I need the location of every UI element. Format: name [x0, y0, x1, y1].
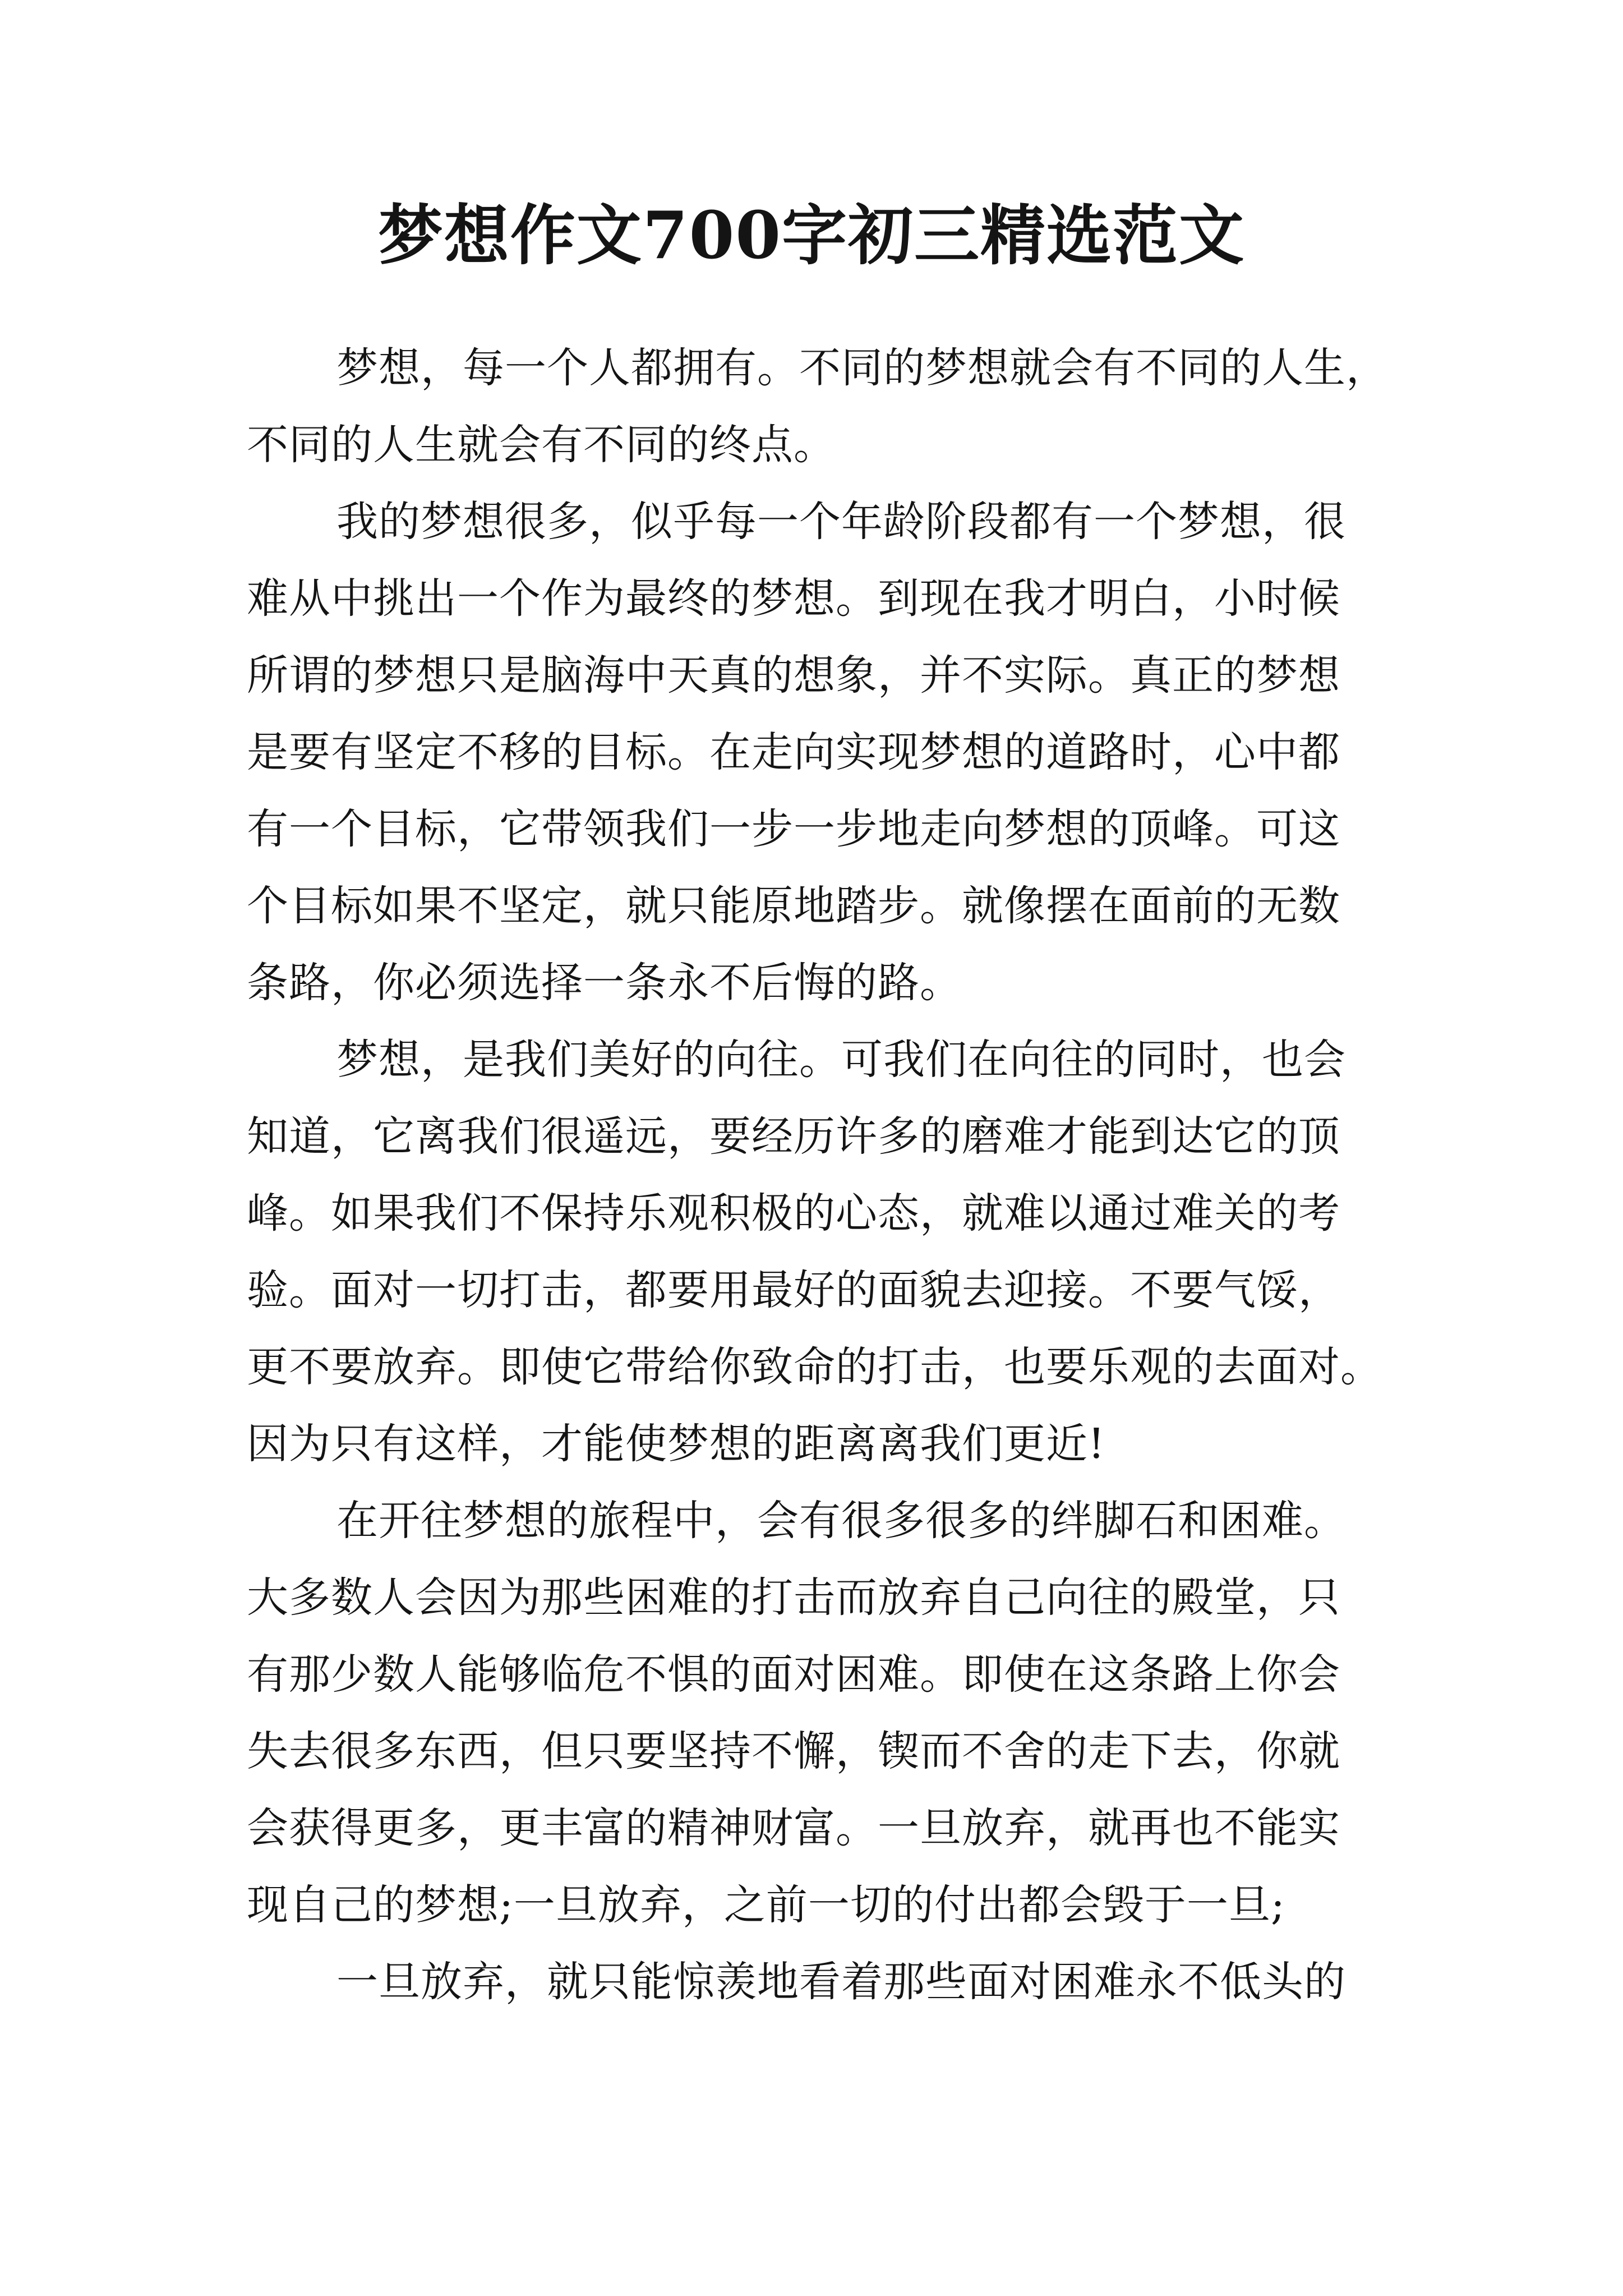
paragraph — [247, 1483, 1391, 1944]
paragraph — [247, 1022, 1391, 1483]
paragraph-line: 一旦放弃，就只能惊羡地看着那些面对困难永不低头的 — [336, 1958, 1346, 2006]
paragraph-line: 条路，你必须选择一条永不后悔的路。 — [247, 959, 962, 1007]
paragraph-line: 不同的人生就会有不同的终点。 — [247, 421, 836, 469]
paragraph — [247, 1944, 1391, 2021]
paragraph-line: 难从中挑出一个作为最终的梦想。到现在我才明白，小时候 — [247, 574, 1340, 623]
paragraph-line: 知道，它离我们很遥远，要经历许多的磨难才能到达它的顶 — [247, 1112, 1340, 1161]
paragraph-line: 更不要放弃。即使它带给你致命的打击，也要乐观的去面对。 — [247, 1343, 1382, 1391]
paragraph-line: 是要有坚定不移的目标。在走向实现梦想的道路时，心中都 — [247, 728, 1340, 776]
paragraph-line: 有一个目标，它带领我们一步一步地走向梦想的顶峰。可这 — [247, 805, 1340, 853]
paragraph-line: 有那少数人能够临危不惧的面对困难。即使在这条路上你会 — [247, 1650, 1340, 1699]
paragraph-line: 会获得更多，更丰富的精神财富。一旦放弃，就再也不能实 — [247, 1804, 1340, 1852]
paragraph-line: 我的梦想很多，似乎每一个年龄阶段都有一个梦想，很 — [336, 498, 1346, 546]
paragraph-line: 现自己的梦想;一旦放弃，之前一切的付出都会毁于一旦; — [247, 1881, 1285, 1929]
paragraph-line: 在开往梦想的旅程中，会有很多很多的绊脚石和困难。 — [336, 1497, 1346, 1545]
paragraph-line: 梦想，每一个人都拥有。不同的梦想就会有不同的人生， — [336, 344, 1388, 392]
paragraph-line: 个目标如果不坚定，就只能原地踏步。就像摆在面前的无数 — [247, 882, 1340, 930]
paragraph — [247, 484, 1391, 1022]
paragraph-line: 验。面对一切打击，都要用最好的面貌去迎接。不要气馁， — [247, 1266, 1340, 1314]
document-title: 梦想作文700字初三精选范文 — [377, 197, 1246, 274]
document-body — [247, 330, 1391, 2021]
paragraph-line: 因为只有这样，才能使梦想的距离离我们更近! — [247, 1420, 1105, 1468]
paragraph-line: 梦想，是我们美好的向往。可我们在向往的同时，也会 — [336, 1036, 1346, 1084]
paragraph-line: 峰。如果我们不保持乐观积极的心态，就难以通过难关的考 — [247, 1189, 1340, 1237]
paragraph — [247, 330, 1391, 484]
paragraph-line: 失去很多东西，但只要坚持不懈，锲而不舍的走下去，你就 — [247, 1727, 1340, 1775]
paragraph-line: 所谓的梦想只是脑海中天真的想象，并不实际。真正的梦想 — [247, 651, 1340, 700]
paragraph-line: 大多数人会因为那些困难的打击而放弃自己向往的殿堂，只 — [247, 1573, 1340, 1622]
